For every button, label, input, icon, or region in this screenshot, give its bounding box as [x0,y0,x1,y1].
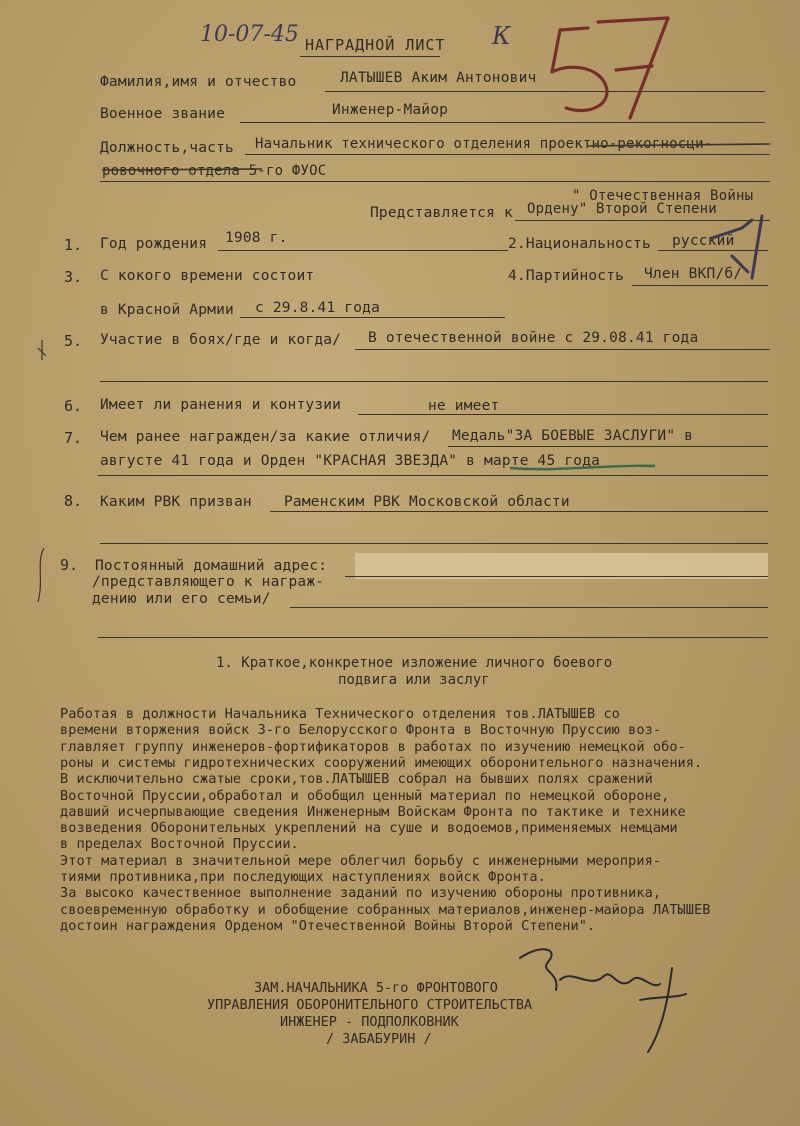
birth-year-label: Год рождения [100,236,208,252]
margin-tick-mark [38,340,46,360]
signature-line-3: ИНЖЕНЕР - ПОДПОЛКОВНИК [280,1014,459,1030]
position-value-line-1: Начальник технического отделения проектно-рекогносци- [255,136,713,152]
birth-year-value: 1908 г. [225,230,288,246]
item-5-number: 5. [64,332,83,350]
handwritten-letter: К [492,22,511,50]
service-since-value: с 29.8.41 года [255,300,381,316]
signature-scribble-icon [520,949,686,1052]
item-1-number: 1. [64,236,83,254]
item-9-number: 9. [60,556,79,574]
position-label: Должность,часть [100,140,234,156]
awards-label: Чем ранее награжден/за какие отличия/ [100,429,431,445]
strikethrough-mark-2 [102,169,262,170]
body-line: возведения Оборонительных укреплений на суше и водоемов,применяемых немцами [60,820,678,837]
body-line: достоин награждения Орденом "Отечественной Войны Второй Степени". [60,917,596,934]
combat-label: Участие в боях/где и когда/ [100,332,342,348]
red-number-57-icon [552,18,668,118]
blue-check-icon [712,216,762,278]
awards-value-line-2: августе 41 года и Орден "КРАСНАЯ ЗВЕЗДА" в марте 45 года [100,453,601,469]
body-line: За высоко качественное выполнение заданий по изучению обороны противника, [60,885,662,902]
item-8-number: 8. [64,492,83,510]
rank-value: Инженер-Майор [332,102,449,118]
award-value: Ордену" Второй Степени [527,201,717,217]
body-line: Работая в должности Начальника Технического отделения тов.ЛАТЫШЕВ со [60,706,620,722]
green-underline-mark [510,466,655,469]
address-label-2: /представляющего к награж- [92,574,325,590]
strikethrough-mark [588,144,770,146]
signature-line-4: / ЗАБАБУРИН / [326,1031,432,1047]
body-line: в пределах Восточной Пруссии. [60,836,299,853]
handwritten-date: 10-07-45 [200,22,299,47]
awards-value-line-1: Медаль"ЗА БОЕВЫЕ ЗАСЛУГИ" в [452,428,694,444]
section-heading-line-1: 1. Краткое,конкретное изложение личного боевого [216,655,613,671]
body-line: времени вторжения войск 3-го Белорусского Фронта в Восточную Пруссию воз- [60,722,662,739]
item-7-number: 7. [64,429,83,447]
item-3-number: 3. [64,268,83,286]
wounds-value: не имеет [428,398,500,414]
name-value: ЛАТЫШЕВ Аким Антонович [340,70,537,86]
party-value: Член ВКП/б/ [644,266,743,282]
body-line: В исключительно сжатые сроки,тов.ЛАТЫШЕВ собрал на бывших полях сражений [60,771,653,788]
nationality-label: 2.Национальность [508,236,651,252]
body-line: давший исчерпывающие сведения Инженерным Войскам Фронта по тактике и технике [60,803,686,820]
document-title: НАГРАДНОЙ ЛИСТ [305,36,446,54]
signature-line-1: ЗАМ.НАЧАЛЬНИКА 5-го ФРОНТОВОГО [254,980,498,996]
service-since-label-2: в Красной Армии [100,302,234,318]
address-label-3: дению или его семьи/ [92,591,271,607]
rank-label: Военное звание [100,106,226,122]
position-value-line-2: ровочного отдела 5-го ФУОС [102,163,327,179]
body-line: своевременную обработку и обобщение собранных материалов,инженер-майора ЛАТЫШЕВ [60,901,711,918]
name-label: Фамилия,имя и отчество [100,74,297,90]
award-value-top: " Отечественная Войны [572,188,754,204]
nationality-value: русский [672,233,735,249]
wounds-label: Имеет ли ранения и контузии [100,397,342,413]
body-line: Восточной Пруссии,обработал и обобщил ценный материал по немецкой обороне, [60,787,670,804]
service-since-label: С кокого времени состоит [100,268,315,284]
body-line: роны и системы гидротехнических сооружений имеющих оборонительного назначения. [60,754,703,771]
award-label: Представляется к [370,205,513,221]
body-line: главляет группу инженеров-фортификаторов в работах по изучению немецкой обо- [60,738,686,755]
signature-line-2: УПРАВЛЕНИЯ ОБОРОНИТЕЛЬНОГО СТРОИТЕЛЬСТВА [207,997,533,1013]
draft-office-label: Каким РВК призван [100,494,252,510]
combat-value: В отечественной войне с 29.08.41 года [368,330,699,346]
margin-bracket-mark [38,548,44,602]
draft-office-value: Раменским РВК Московской области [284,494,570,510]
address-label-1: Постоянный домашний адрес: [95,558,328,574]
section-heading-line-2: подвига или заслуг [338,672,490,688]
party-label: 4.Партийность [508,268,625,284]
item-6-number: 6. [64,397,83,415]
body-line: Этот материал в значительной мере облегчил борьбу с инженерными мероприя- [60,852,662,869]
body-line: тиями противника,при последующих наступлениях войск Фронта. [60,869,546,885]
